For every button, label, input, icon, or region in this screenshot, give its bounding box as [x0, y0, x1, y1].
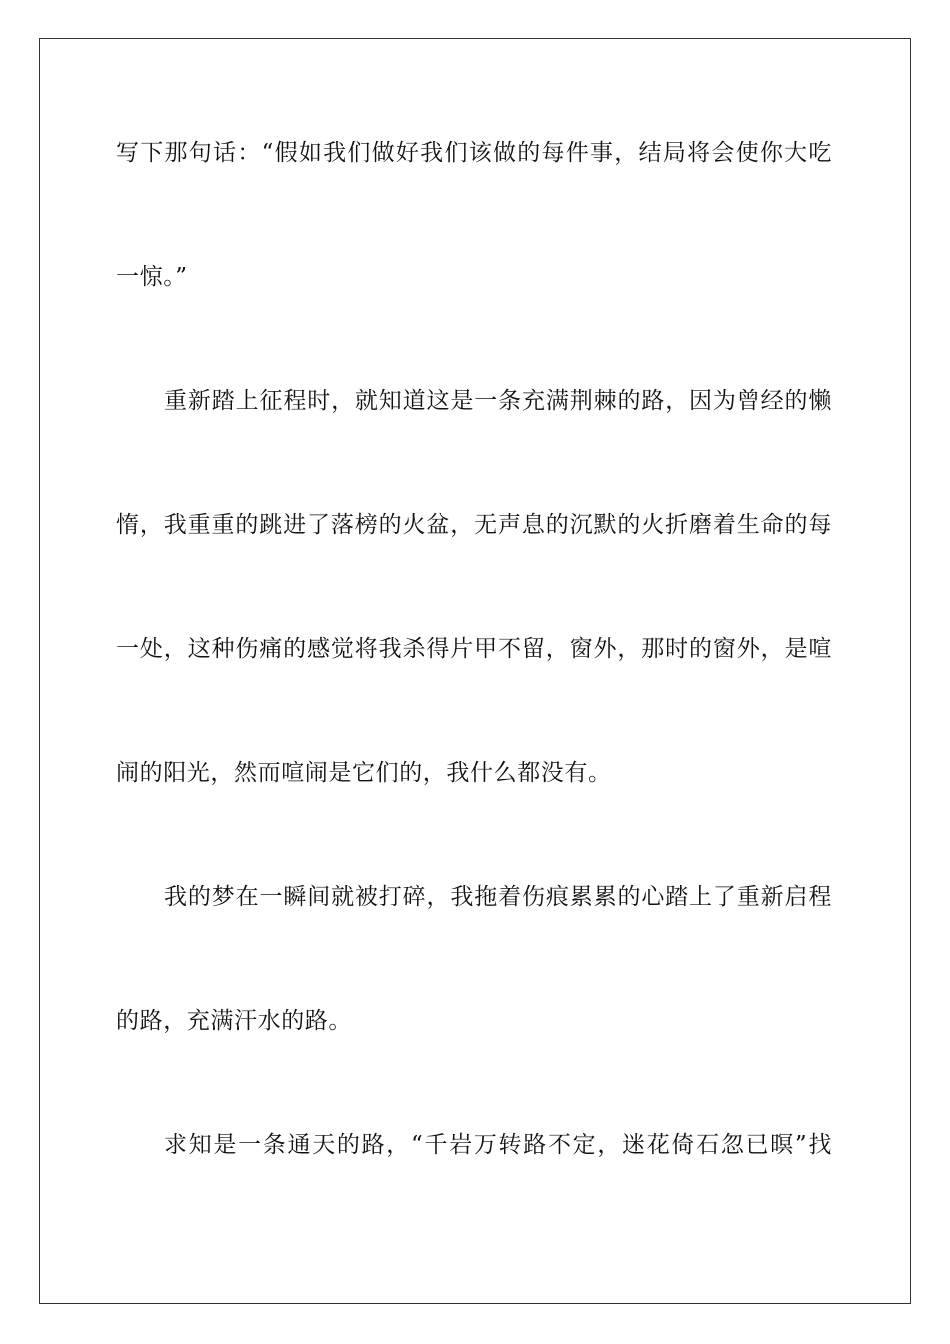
text-line: 写下那句话：“假如我们做好我们该做的每件事，结局将会使你大吃 — [116, 140, 832, 166]
paragraph-start-line: 求知是一条通天的路，“千岩万转路不定，迷花倚石忽已暝”找 — [164, 1132, 832, 1158]
page-border — [39, 38, 911, 1304]
paragraph-start-line: 我的梦在一瞬间就被打碎，我拖着伤痕累累的心踏上了重新启程 — [164, 884, 832, 910]
text-line: 一处，这种伤痛的感觉将我杀得片甲不留，窗外，那时的窗外，是喧 — [116, 636, 832, 662]
paragraph-start-line: 重新踏上征程时，就知道这是一条充满荆棘的路，因为曾经的懒 — [164, 388, 832, 414]
text-line: 的路，充满汗水的路。 — [116, 1008, 352, 1034]
text-line: 惰，我重重的跳进了落榜的火盆，无声息的沉默的火折磨着生命的每 — [116, 512, 832, 538]
text-line: 一惊。” — [116, 264, 188, 290]
text-line: 闹的阳光，然而喧闹是它们的，我什么都没有。 — [116, 760, 612, 786]
